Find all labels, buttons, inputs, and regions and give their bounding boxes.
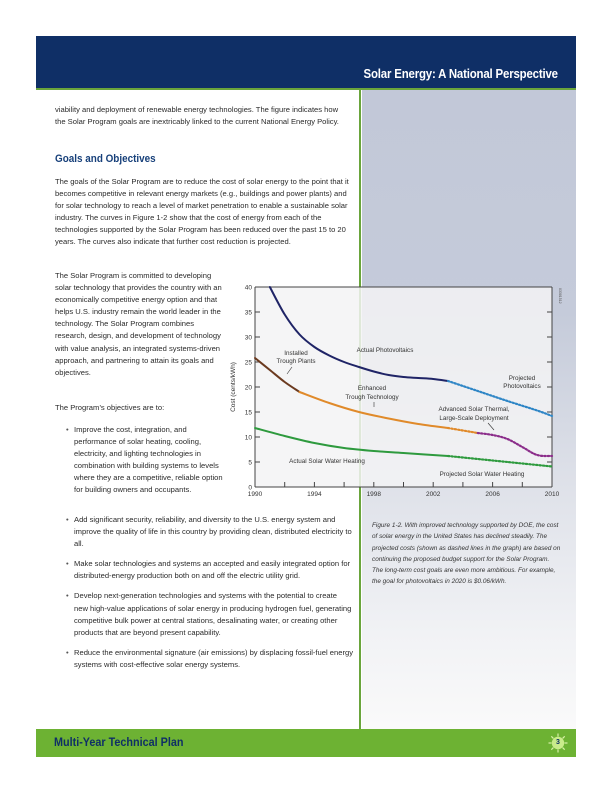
goals-paragraph: The goals of the Solar Program are to reduce the cost of solar energy to the point that it becomes competitive in relevant energy markets (e.g., buildings and power plants) and for solar technology to reach a level of market penetration to enable a sustainable solar industry. The curves in Figure 1-2 show that the cost of energy from each of the technologies supported by the Solar Program has been reduced over the past 15 to 20 years. The curves also indicate that further cost reduction is projected. (55, 177, 349, 247)
label-actual-swh: Actual Solar Water Heating (289, 458, 365, 465)
svg-text:5: 5 (248, 459, 252, 467)
svg-text:2006: 2006 (485, 491, 500, 498)
section-heading: Goals and Objectives (55, 153, 156, 165)
commitment-paragraph: The Solar Program is committed to developing solar technology that provides the country with an economically competitive energy option and that helps U.S. industry remain the world leader in the technology. The Solar Program combines research, design, and development of technology with value analysis, an integrated systems-driven approach, and partnering to attain its goals and objectives. (55, 271, 222, 377)
page-badge (548, 733, 568, 753)
svg-text:35: 35 (244, 309, 252, 317)
header-title: Solar Energy: A National Perspective (363, 66, 558, 81)
svg-text:Trough Technology: Trough Technology (345, 394, 399, 401)
intro-paragraph: viability and deployment of renewable energy technologies. The figure indicates how the Solar Program goals are inextricably linked to the current National Energy Policy. (55, 105, 339, 127)
page-header (36, 36, 576, 88)
label-actual-pv: Actual Photovoltaics (356, 347, 414, 354)
objective-item: • Reduce the environmental signature (air emissions) by displacing fossil-fuel energy systems with cost-effective solar energy systems. (66, 647, 353, 669)
objective-item: • Add significant security, reliability, and diversity to the U.S. energy system and improve the quality of life in this country by providing clean, distributed electricity to all. (66, 515, 352, 549)
cost-chart-svg (226, 280, 566, 505)
figure-caption: Figure 1-2. With improved technology supported by DOE, the cost of solar energy in the United States has declined steadily. The projected costs (shown as dashed lines in the graph) are based on continuing the proposed budget support for the Solar Program. The long-term cost goals are even more ambitious. For example, the goal for photovoltaics in 2020 is $0.06/kWh. (372, 522, 561, 586)
objective-item: • Make solar technologies and systems an accepted and easily integrated option for distributed-energy production both on and off the electric utility grid. (66, 559, 351, 581)
bullet-icon: • (66, 515, 69, 524)
y-axis-label: Cost (cents/kWh) (230, 362, 237, 412)
svg-text:1994: 1994 (307, 491, 322, 498)
objectives-list-narrow (63, 424, 231, 505)
svg-text:2002: 2002 (425, 491, 441, 498)
footer-title: Multi-Year Technical Plan (54, 735, 184, 749)
label-advanced-thermal: Advanced Solar Thermal, (438, 406, 510, 413)
label-enhanced-trough: Enhanced (357, 385, 387, 392)
svg-text:10: 10 (244, 434, 252, 442)
svg-text:20: 20 (244, 384, 252, 392)
svg-text:Trough Plants: Trough Plants (276, 358, 316, 365)
svg-text:1998: 1998 (366, 491, 382, 498)
objective-item: • Improve the cost, integration, and performance of solar heating, cooling, electricity, and lighting technologies in combination with building systems to levels where they are a competitive, reliable option for building owners and occupants. (66, 425, 223, 495)
svg-text:Photovoltaics: Photovoltaics (503, 383, 541, 390)
svg-text:2010: 2010 (544, 491, 560, 498)
objectives-intro: The Program’s objectives are to: (55, 403, 165, 412)
figure-id: 03381512 (558, 288, 562, 304)
bullet-icon: • (66, 559, 69, 569)
label-projected-pv: Projected (508, 375, 536, 382)
bullet-icon: • (66, 591, 69, 601)
bullet-icon: • (66, 647, 69, 657)
objectives-list-wide (63, 514, 353, 679)
bullet-icon: • (66, 425, 69, 434)
svg-text:Large-Scale Deployment: Large-Scale Deployment (439, 415, 509, 422)
svg-text:1990: 1990 (247, 491, 263, 498)
x-tick-labels (248, 491, 560, 498)
objective-item: • Develop next-generation technologies and systems with the potential to create new high-value applications of solar energy in producing hydrogen fuel, generating competitive bulk power at central stations, desalinating water, or creating other products that are beyond present capability. (66, 591, 352, 637)
svg-text:30: 30 (244, 334, 252, 342)
page-number: 3 (556, 739, 560, 746)
label-installed-trough: Installed (284, 350, 308, 357)
label-projected-swh: Projected Solar Water Heating (439, 471, 525, 478)
svg-text:40: 40 (244, 284, 252, 292)
svg-text:15: 15 (244, 409, 252, 417)
svg-text:0: 0 (248, 484, 252, 492)
cost-chart (226, 280, 566, 505)
page-footer (36, 729, 576, 757)
y-tick-labels (245, 284, 253, 491)
svg-text:25: 25 (244, 359, 252, 367)
